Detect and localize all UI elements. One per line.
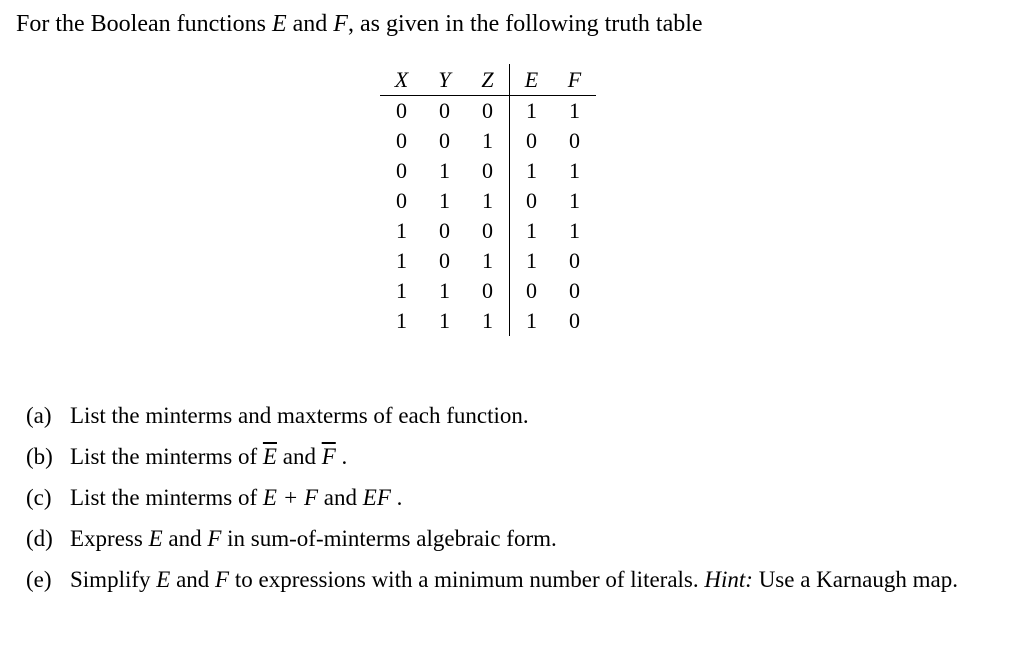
var-f: F xyxy=(207,526,222,551)
question-e xyxy=(26,564,986,595)
cell-z: 1 xyxy=(466,186,510,216)
table-row xyxy=(380,306,596,336)
cell-z: 1 xyxy=(466,246,510,276)
header-z: Z xyxy=(466,64,510,96)
hint-label: Hint: xyxy=(704,567,753,592)
cell-y: 1 xyxy=(439,308,450,333)
table-row xyxy=(380,96,596,127)
cell-x: 1 xyxy=(396,218,407,243)
cell-z: 0 xyxy=(466,216,510,246)
question-label: (a) xyxy=(26,403,52,428)
cell-z: 1 xyxy=(466,306,510,336)
cell-z: 0 xyxy=(466,156,510,186)
cell-f: 0 xyxy=(569,128,580,153)
expr-ef: EF xyxy=(362,485,391,510)
cell-x: 0 xyxy=(396,158,407,183)
var-e: E xyxy=(156,567,171,592)
cell-e: 1 xyxy=(526,218,537,243)
question-label: (d) xyxy=(26,526,53,551)
question-text-mid: and xyxy=(276,444,322,469)
cell-f: 1 xyxy=(569,218,580,243)
question-text-pre: Simplify xyxy=(70,567,157,592)
cell-y: 0 xyxy=(439,218,450,243)
cell-e: 1 xyxy=(526,98,537,123)
intro-text-1: For the Boolean functions xyxy=(16,11,272,37)
truth-table-header-row xyxy=(380,64,596,96)
question-text xyxy=(70,441,986,472)
header-y: Y xyxy=(423,64,466,96)
header-f: F xyxy=(553,64,596,96)
header-x: X xyxy=(380,64,423,96)
question-text xyxy=(70,564,986,595)
cell-z: 1 xyxy=(466,126,510,156)
table-row xyxy=(380,246,596,276)
var-f: F xyxy=(333,11,348,37)
cell-z: 0 xyxy=(466,276,510,306)
question-text-post: in sum-of-minterms algebraic form. xyxy=(221,526,557,551)
cell-f: 0 xyxy=(569,278,580,303)
cell-y: 1 xyxy=(439,188,450,213)
cell-e: 1 xyxy=(526,158,537,183)
cell-y: 0 xyxy=(439,248,450,273)
cell-x: 1 xyxy=(396,278,407,303)
var-e: E xyxy=(271,11,287,37)
table-row xyxy=(380,126,596,156)
cell-y: 0 xyxy=(439,98,450,123)
question-label: (b) xyxy=(26,444,53,469)
question-text-mid: and xyxy=(162,526,208,551)
cell-f: 0 xyxy=(569,308,580,333)
cell-e: 1 xyxy=(526,308,537,333)
cell-x: 0 xyxy=(396,98,407,123)
var-e: E xyxy=(148,526,163,551)
question-text-pre: Express xyxy=(70,526,149,551)
question-text-pre: List the minterms of xyxy=(70,485,263,510)
complement-e: $\overline{E}$ xyxy=(262,444,277,469)
complement-f: $\overline{F}$ xyxy=(321,444,336,469)
question-c xyxy=(26,482,986,513)
cell-f: 1 xyxy=(569,98,580,123)
hint-text: Use a Karnaugh map. xyxy=(752,567,958,592)
cell-x: 1 xyxy=(396,308,407,333)
cell-e: 1 xyxy=(526,248,537,273)
table-row xyxy=(380,186,596,216)
truth-table xyxy=(380,64,596,336)
question-text xyxy=(70,482,986,513)
cell-f: 1 xyxy=(569,158,580,183)
var-f: F xyxy=(215,567,230,592)
question-text-pre: List the minterms of xyxy=(70,444,263,469)
question-text-post: . xyxy=(335,444,348,469)
problem-intro xyxy=(16,8,703,40)
table-row xyxy=(380,216,596,246)
cell-y: 1 xyxy=(439,278,450,303)
question-text-mid: and xyxy=(318,485,363,510)
cell-x: 0 xyxy=(396,128,407,153)
cell-y: 0 xyxy=(439,128,450,153)
cell-x: 0 xyxy=(396,188,407,213)
question-list xyxy=(26,400,986,605)
cell-f: 0 xyxy=(569,248,580,273)
question-text-post: to expressions with a minimum number of literals. xyxy=(229,567,705,592)
question-text xyxy=(70,523,986,554)
cell-e: 0 xyxy=(526,278,537,303)
question-text: List the minterms and maxterms of each function. xyxy=(70,403,529,428)
question-d xyxy=(26,523,986,554)
cell-f: 1 xyxy=(569,188,580,213)
header-e: E xyxy=(510,64,554,96)
question-text-mid: and xyxy=(170,567,216,592)
intro-text-2: and xyxy=(286,11,334,37)
intro-text-3: , as given in the following truth table xyxy=(347,11,703,37)
question-label: (c) xyxy=(26,485,52,510)
question-a xyxy=(26,400,986,431)
question-text-post: . xyxy=(390,485,403,510)
question-b xyxy=(26,441,986,472)
cell-x: 1 xyxy=(396,248,407,273)
question-label: (e) xyxy=(26,567,52,592)
expr-e-plus-f: E + F xyxy=(262,485,319,510)
cell-e: 0 xyxy=(526,188,537,213)
table-row xyxy=(380,156,596,186)
cell-y: 1 xyxy=(439,158,450,183)
cell-z: 0 xyxy=(466,96,510,127)
table-row xyxy=(380,276,596,306)
cell-e: 0 xyxy=(526,128,537,153)
